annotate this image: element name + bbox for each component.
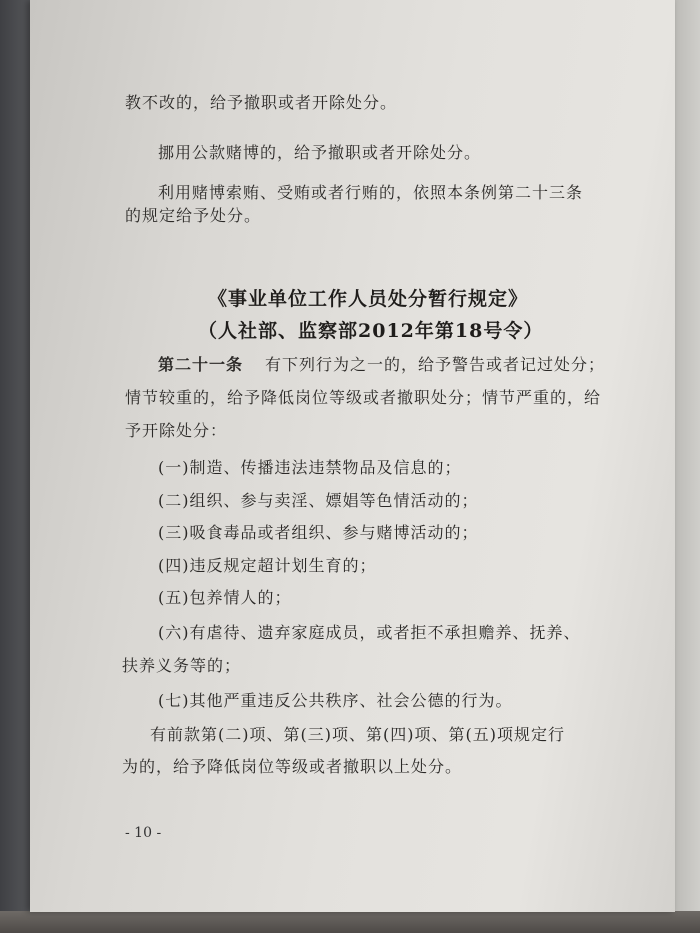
article-text: 有下列行为之一的，给予警告或者记过处分； bbox=[265, 355, 606, 374]
list-item: (五)包养情人的； bbox=[158, 588, 292, 607]
page-number: - 10 - bbox=[125, 825, 162, 841]
article-line: 予开除处分： bbox=[125, 421, 228, 440]
list-item: (七)其他严重违反公共秩序、社会公德的行为。 bbox=[158, 691, 513, 710]
text-line: 利用赌博索贿、受贿或者行贿的，依照本条例第二十三条 bbox=[158, 183, 584, 202]
list-item: (一)制造、传播违法违禁物品及信息的； bbox=[158, 458, 462, 477]
article-label: 第二十一条 bbox=[158, 355, 244, 374]
background-bottom bbox=[0, 911, 700, 933]
document-subtitle: （人社部、监察部2012年第18号令） bbox=[198, 320, 544, 342]
article-line: 情节较重的，给予降低岗位等级或者撤职处分；情节严重的，给 bbox=[125, 388, 602, 407]
document-title: 《事业单位工作人员处分暂行规定》 bbox=[208, 288, 529, 310]
list-item: (三)吸食毒品或者组织、参与赌博活动的； bbox=[158, 523, 479, 542]
text-line: 的规定给予处分。 bbox=[125, 206, 262, 225]
list-item: 扶养义务等的； bbox=[122, 656, 242, 675]
closing-line: 有前款第(二)项、第(三)项、第(四)项、第(五)项规定行 bbox=[150, 725, 565, 744]
list-item: (二)组织、参与卖淫、嫖娼等色情活动的； bbox=[158, 491, 479, 510]
text-line: 教不改的，给予撤职或者开除处分。 bbox=[125, 93, 398, 112]
text-line: 挪用公款赌博的，给予撤职或者开除处分。 bbox=[158, 143, 482, 162]
article-line bbox=[158, 352, 605, 375]
closing-line: 为的，给予降低岗位等级或者撤职以上处分。 bbox=[122, 757, 463, 776]
list-item: (六)有虐待、遗弃家庭成员，或者拒不承担赡养、抚养、 bbox=[158, 623, 581, 642]
list-item: (四)违反规定超计划生育的； bbox=[158, 556, 377, 575]
document-page bbox=[30, 0, 675, 912]
